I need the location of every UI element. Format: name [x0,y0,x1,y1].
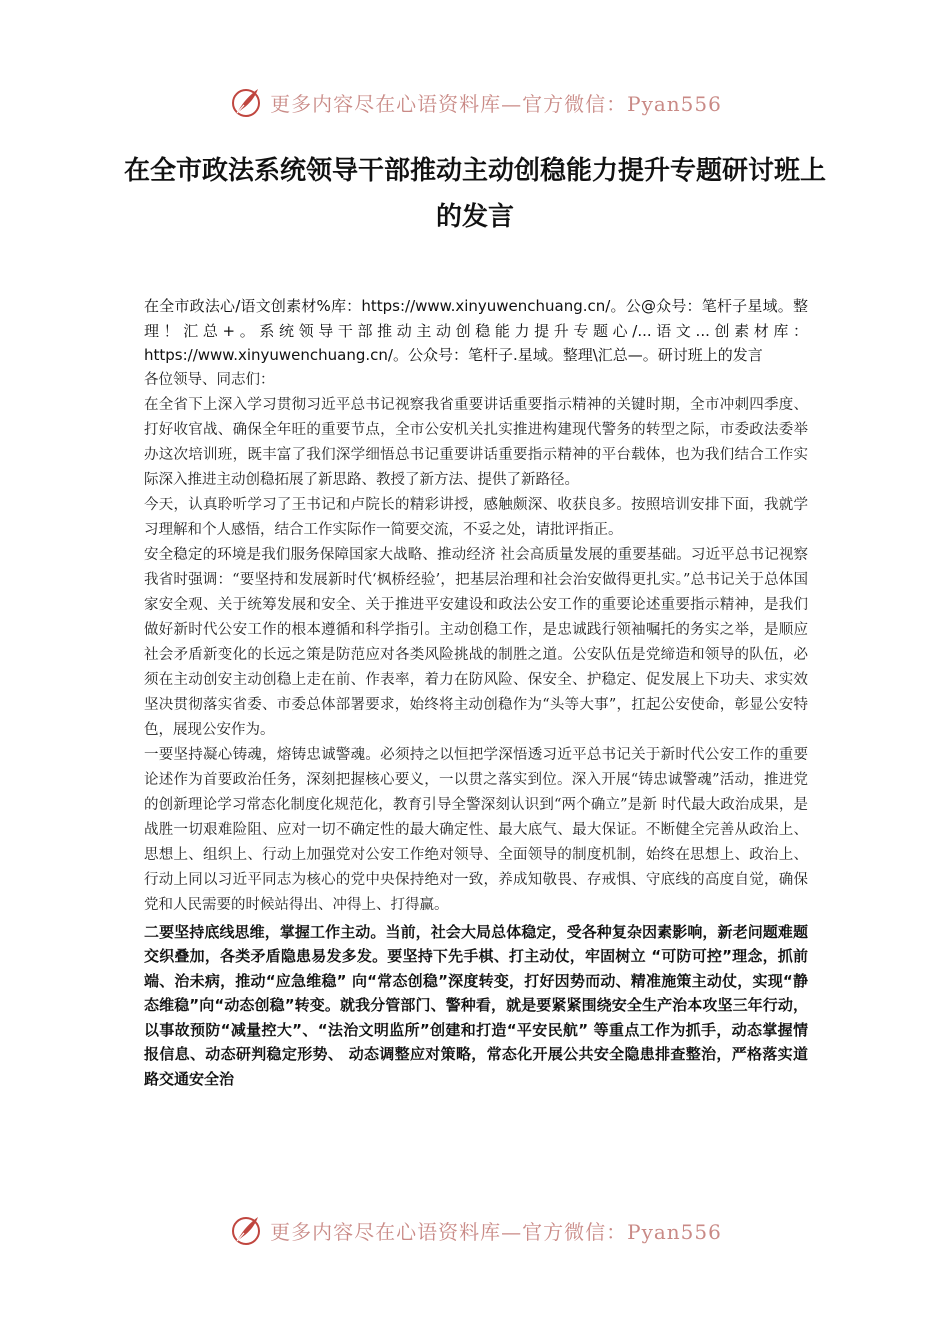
source-note-paragraph: 在全市政法心/语文创素材%库：https://www.xinyuwenchuang.cn/。公@众号：笔杆子星域。整理！汇总+。系统领导干部推动主动创稳能力提升专题心/...语文...创素材库：https://www.xinyuwenchuang.cn/。公众号：笔杆子.星域。整理\汇总—。研讨班上的发言 [144,297,808,364]
document-body [144,294,808,1091]
banner-text: 更多内容尽在心语资料库—官方微信：Pyan556 [270,91,722,116]
banner-text: 更多内容尽在心语资料库—官方微信：Pyan556 [270,1219,722,1244]
reflection-paragraph: 今天，认真聆听学习了王书记和卢院长的精彩讲授，感触颇深、收获良多。按照培训安排下面，我就学习理解和个人感悟，结合工作实际作一简要交流，不妥之处，请批评指正。 [144,496,808,538]
footer-banner [0,1210,950,1250]
quill-pen-icon [228,1212,264,1248]
quill-pen-icon [228,84,264,120]
stability-paragraph: 安全稳定的环境是我们服务保障国家大战略、推动经济 社会高质量发展的重要基础。习近平总书记视察我省时强调：“要坚持和发展新时代‘枫桥经验’，把基层治理和社会治安做得更扎实。”总书记关于总体国家安全观、关于统筹发展和安全、关于推进平安建设和政法公安工作的重要论述重要指示精神，是我们做好新时代公安工作的根本遵循和科学指引。主动创稳工作，是忠诚践行领袖嘱托的务实之举，是顺应社会矛盾新变化的长远之策是防范应对各类风险挑战的制胜之道。公安队伍是党缔造和领导的队伍，必须在主动创安主动创稳上走在前、作表率，着力在防风险、保安全、护稳定、促发展上下功夫、求实效坚决贯彻落实省委、市委总体部署要求，始终将主动创稳作为“头等大事”，扛起公安使命，彰显公安特色，展现公安作为。 [144,546,808,738]
salutation-paragraph: 各位领导、同志们： [144,371,275,388]
point-one-paragraph: 一要坚持凝心铸魂，熔铸忠诚警魂。必须持之以恒把学深悟透习近平总书记关于新时代公安工作的重要论述作为首要政治任务，深刻把握核心要义，一以贯之落实到位。深入开展“铸忠诚警魂”活动，推进党的创新理论学习常态化制度化规范化，教育引导全警深刻认识到“两个确立”是新 时代最大政治成果，是战胜一切艰难险阻、应对一切不确定性的最大确定性、最大底气、最大保证。不断健全完善从政治上、思想上、组织上、行动上加强党对公安工作绝对领导、全面领导的制度机制，始终在思想上、政治上、行动上同以习近平同志为核心的党中央保持绝对一致，养成知敬畏、存戒惧、守底线的高度自觉，确保党和人民需要的时候站得出、冲得上、打得赢。 [144,746,808,913]
page-title: 在全市政法系统领导干部推动主动创稳能力提升专题研讨班上的发言 [123,156,826,232]
header-banner [0,82,950,122]
intro-paragraph: 在全省下上深入学习贯彻习近平总书记视察我省重要讲话重要指示精神的关键时期，全市冲刺四季度、打好收官战、确保全年旺的重要节点，全市公安机关扎实推进构建现代警务的转型之际，市委政法委举办这次培训班，既丰富了我们深学细悟总书记重要讲话重要指示精神的平台载体，也为我们结合工作实际深入推进主动创稳拓展了新思路、教授了新方法、提供了新路径。 [144,396,808,488]
point-two-paragraph: 二要坚持底线思维，掌握工作主动。当前，社会大局总体稳定，受各种复杂因素影响，新老问题难题交织叠加，各类矛盾隐患易发多发。要坚持下先手棋、打主动仗，牢固树立 “可防可控”理念，抓前端、治未病，推动“应急维稳” 向“常态创稳”深度转变，打好因势而动、精准施策主动仗，实现“静态维稳”向“动态创稳”转变。就我分管部门、警种看，就是要紧紧围绕安全生产治本攻坚三年行动，以事故预防“减量控大”、“法治文明监所”创建和打造“平安民航” 等重点工作为抓手，动态掌握情报信息、动态研判稳定形势、 动态调整应对策略，常态化开展公共安全隐患排查整治，严格落实道路交通安全治 [144,922,808,1088]
